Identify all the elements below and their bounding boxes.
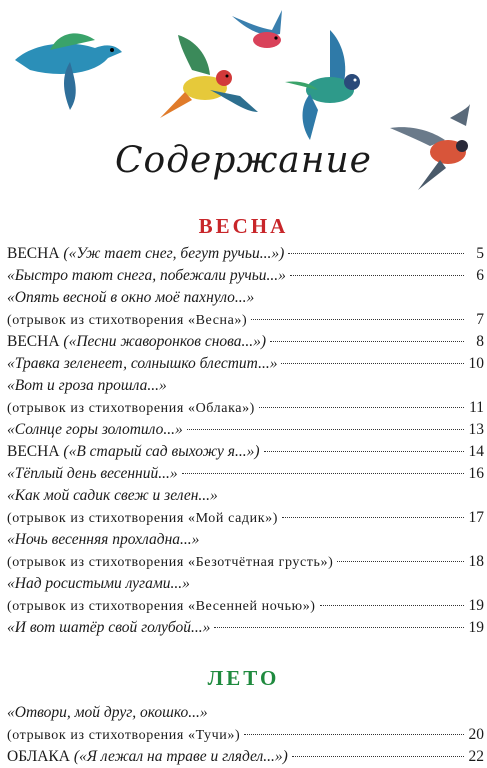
toc-spring xyxy=(7,243,484,639)
page-number: 6 xyxy=(476,267,484,284)
page-number: 16 xyxy=(468,465,484,482)
page-number: 10 xyxy=(468,355,484,372)
section-heading-spring: ВЕСНА xyxy=(198,214,289,238)
entry-quote: («Я лежал на траве и глядел...») xyxy=(73,748,288,765)
page-number: 20 xyxy=(468,726,484,743)
page-title: Содержание xyxy=(115,140,372,181)
dot-leader xyxy=(182,473,464,474)
toc-entry[interactable] xyxy=(7,287,484,331)
toc-entry[interactable] xyxy=(7,746,484,768)
entry-quote: («Песни жаворонков снова...») xyxy=(63,333,267,350)
toc-entry[interactable] xyxy=(7,441,484,463)
section-heading-summer: ЛЕТО xyxy=(207,666,280,690)
entry-quote: «Быстро тают снега, побежали ручьи...» xyxy=(7,267,286,284)
page-number: 19 xyxy=(468,597,484,614)
entry-quote: «И вот шатёр свой голубой...» xyxy=(7,619,211,636)
entry-quote: «Над росистыми лугами...» xyxy=(7,575,190,592)
entry-quote: «Солнце горы золотило...» xyxy=(7,421,183,438)
page-number: 14 xyxy=(468,443,484,460)
entry-prefix: ОБЛАКА xyxy=(7,748,70,765)
toc-entry[interactable] xyxy=(7,485,484,529)
dot-leader xyxy=(290,275,464,276)
toc-entry[interactable] xyxy=(7,353,484,375)
entry-note: (отрывок из стихотворения «Облака») xyxy=(7,401,255,416)
dot-leader xyxy=(281,363,464,364)
dot-leader xyxy=(187,429,464,430)
toc-entry[interactable] xyxy=(7,265,484,287)
toc-entry[interactable] xyxy=(7,243,484,265)
entry-quote: «Ночь весенняя прохладна...» xyxy=(7,531,200,548)
toc-entry[interactable] xyxy=(7,573,484,617)
dot-leader xyxy=(292,756,464,757)
entry-quote: «Отвори, мой друг, окошко...» xyxy=(7,704,208,721)
page-number: 7 xyxy=(476,311,484,328)
page-number: 17 xyxy=(468,509,484,526)
dot-leader xyxy=(282,517,464,518)
entry-note: (отрывок из стихотворения «Весенней ночью») xyxy=(7,599,316,614)
dot-leader xyxy=(270,341,464,342)
toc-entry[interactable] xyxy=(7,617,484,639)
entry-prefix: ВЕСНА xyxy=(7,333,60,350)
toc-summer xyxy=(7,702,484,768)
dot-leader xyxy=(251,319,464,320)
bird-icon xyxy=(232,10,282,48)
page-number: 8 xyxy=(476,333,484,350)
toc-entry[interactable] xyxy=(7,331,484,353)
entry-note: (отрывок из стихотворения «Тучи») xyxy=(7,728,241,743)
entry-note: (отрывок из стихотворения «Весна») xyxy=(7,313,248,328)
bird-icon xyxy=(160,35,258,118)
page-number: 18 xyxy=(468,553,484,570)
toc-entry[interactable] xyxy=(7,419,484,441)
entry-quote: («В старый сад выхожу я...») xyxy=(63,443,260,460)
entry-prefix: ВЕСНА xyxy=(7,443,60,460)
page-number: 19 xyxy=(468,619,484,636)
entry-quote: «Вот и гроза прошла...» xyxy=(7,377,167,394)
dot-leader xyxy=(337,561,464,562)
entry-prefix: ВЕСНА xyxy=(7,245,60,262)
entry-quote: «Как мой садик свеж и зелен...» xyxy=(7,487,218,504)
toc-entry[interactable] xyxy=(7,702,484,746)
entry-note: (отрывок из стихотворения «Мой садик») xyxy=(7,511,278,526)
page-number: 11 xyxy=(469,399,484,416)
dot-leader xyxy=(214,627,464,628)
entry-quote: «Тёплый день весенний...» xyxy=(7,465,178,482)
toc-entry[interactable] xyxy=(7,375,484,419)
dot-leader xyxy=(320,605,464,606)
dot-leader xyxy=(244,734,464,735)
entry-note: (отрывок из стихотворения «Безотчётная грусть») xyxy=(7,555,334,570)
entry-quote: («Уж тает снег, бегут ручьи...») xyxy=(63,245,285,262)
page-number: 5 xyxy=(476,245,484,262)
dot-leader xyxy=(264,451,464,452)
page-number: 22 xyxy=(468,748,484,765)
bird-icon xyxy=(285,30,360,140)
toc-entry[interactable] xyxy=(7,529,484,573)
toc-entry[interactable] xyxy=(7,463,484,485)
entry-quote: «Опять весной в окно моё пахнуло...» xyxy=(7,289,255,306)
dot-leader xyxy=(288,253,464,254)
page-number: 13 xyxy=(468,421,484,438)
dot-leader xyxy=(259,407,464,408)
entry-quote: «Травка зеленеет, солнышко блестит...» xyxy=(7,355,278,372)
bird-icon xyxy=(15,33,122,110)
